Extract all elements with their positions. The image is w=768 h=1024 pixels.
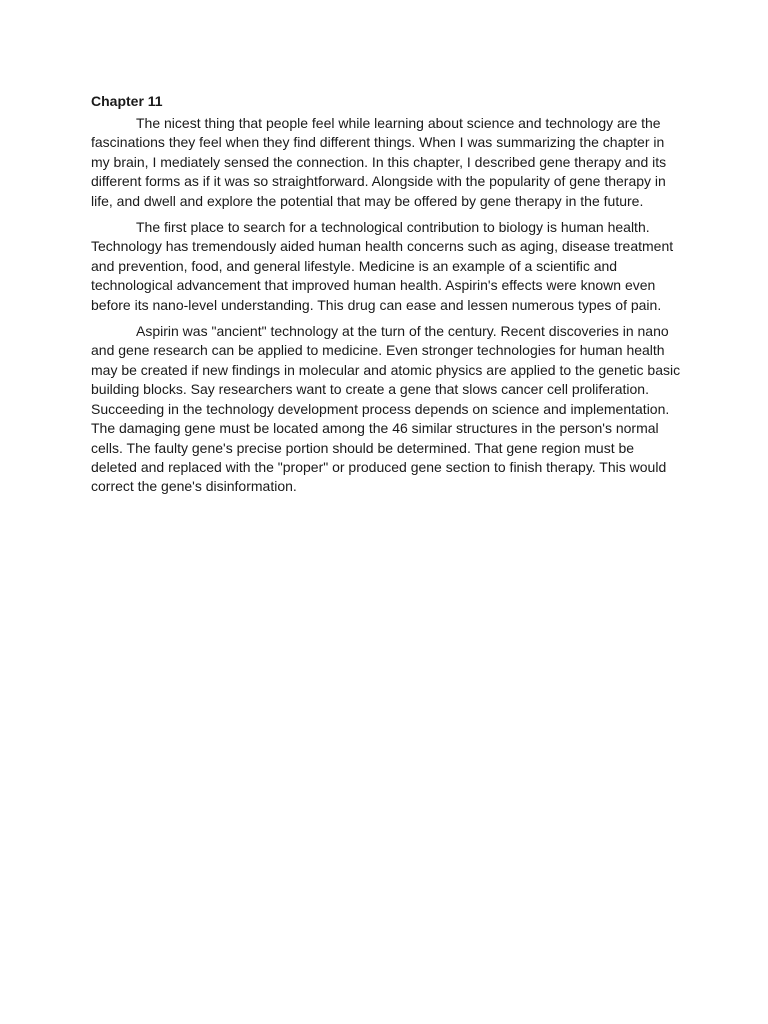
paragraph-2: The first place to search for a technological contribution to biology is human health. Technology has tremendously aided human health concerns such as aging, disease treatment and prevention, food, and general lifestyle. Medicine is an example of a scientific and technological advancement that improved human health. Aspirin's effects were known even before its nano-level understanding. This drug can ease and lessen numerous types of pain. bbox=[91, 219, 674, 313]
document-body bbox=[91, 92, 681, 504]
chapter-title: Chapter 11 bbox=[91, 93, 163, 109]
paragraph-3: Aspirin was "ancient" technology at the turn of the century. Recent discoveries in nano and gene research can be applied to medicine. Even stronger technologies for human health may be created if new findings in molecular and atomic physics are applied to the genetic basic building blocks. Say researchers want to create a gene that slows cancer cell proliferation. Succeeding in the technology development process depends on science and implementation. The damaging gene must be located among the 46 similar structures in the person's normal cells. The faulty gene's precise portion should be determined. That gene region must be deleted and replaced with the "proper" or produced gene section to finish therapy. This would correct the gene's disinformation. bbox=[91, 323, 681, 495]
paragraph-1: The nicest thing that people feel while learning about science and technology are the fascinations they feel when they find different things. When I was summarizing the chapter in my brain, I mediately sensed the connection. In this chapter, I described gene therapy and its different forms as if it was so straightforward. Alongside with the popularity of gene therapy in life, and dwell and explore the potential that may be offered by gene therapy in the future. bbox=[91, 115, 667, 209]
